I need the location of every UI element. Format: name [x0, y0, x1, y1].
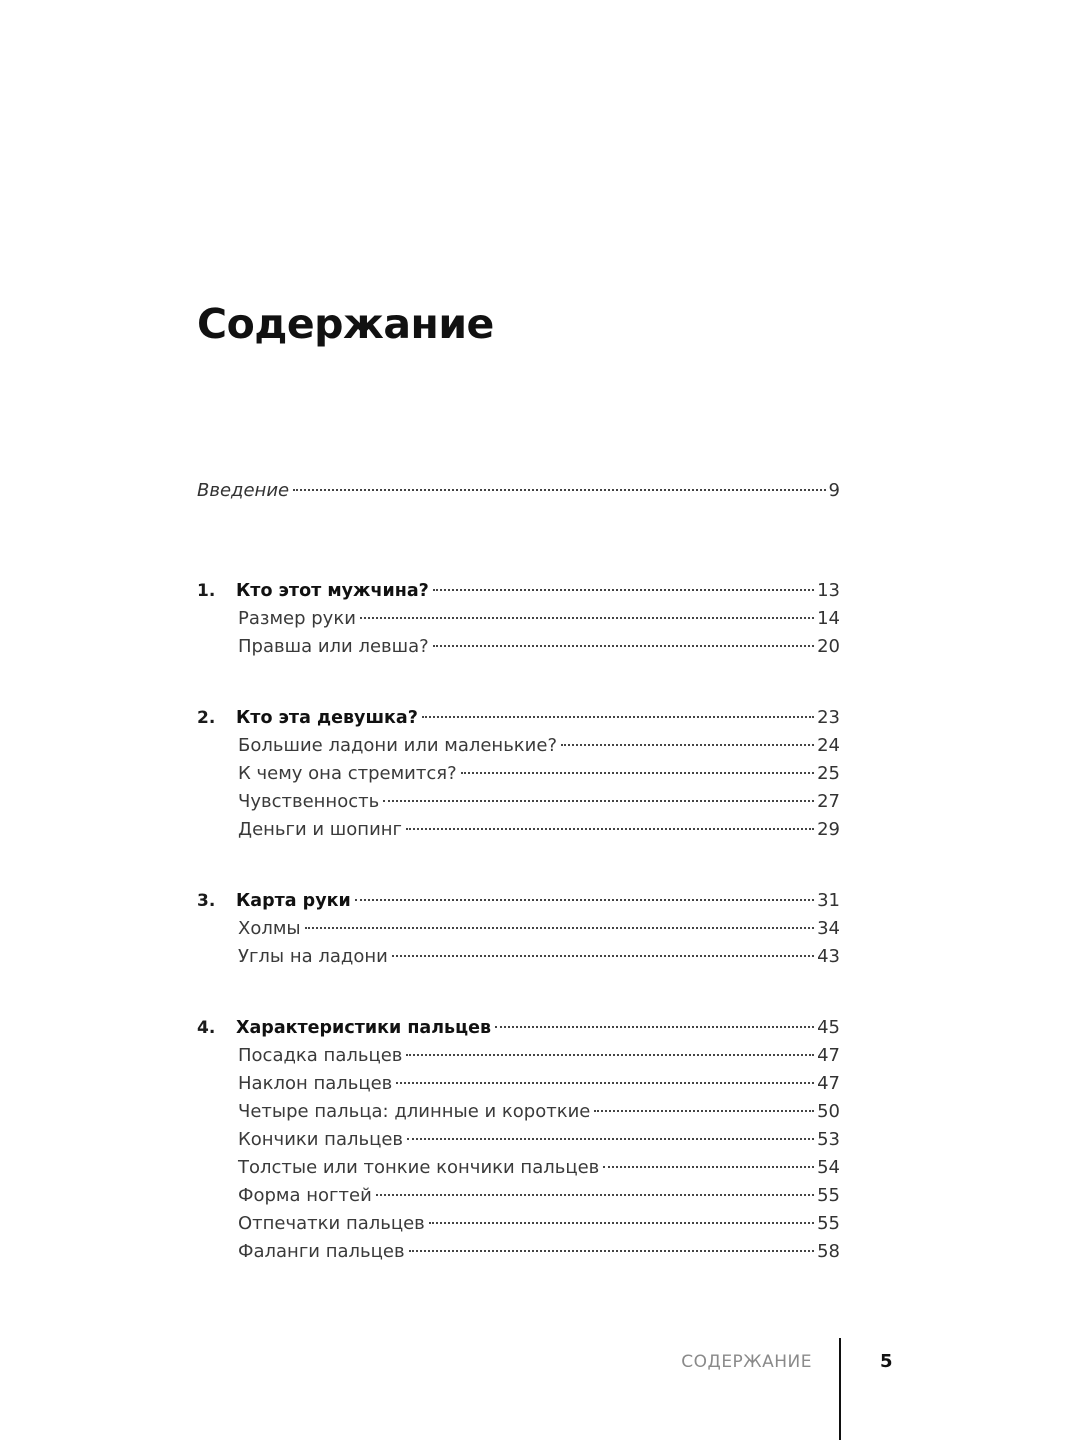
section-title: Кончики пальцев: [238, 1129, 404, 1150]
toc-section[interactable]: [238, 605, 840, 633]
chapter-number: 3.: [197, 891, 216, 911]
dot-leader: [594, 1110, 814, 1112]
toc-entry-title: Введение: [197, 480, 290, 501]
chapter-title: Кто эта девушка?: [236, 708, 418, 728]
section-page: 47: [817, 1045, 840, 1066]
section-title: Посадка пальцев: [238, 1045, 403, 1066]
chapter-title: Характеристики пальцев: [236, 1018, 492, 1038]
toc-section[interactable]: [238, 1042, 840, 1070]
page-number: 5: [880, 1351, 893, 1372]
chapter-page: 13: [817, 580, 840, 601]
toc-section[interactable]: [238, 816, 840, 844]
dot-leader: [407, 1138, 814, 1140]
dot-leader: [495, 1026, 814, 1028]
dot-leader: [383, 800, 814, 802]
toc-entry-intro[interactable]: [197, 477, 840, 505]
section-page: 14: [817, 608, 840, 629]
section-title: Форма ногтей: [238, 1185, 372, 1206]
section-page: 27: [817, 791, 840, 812]
toc-chapter-1[interactable]: [197, 577, 840, 605]
section-title: Углы на ладони: [238, 946, 388, 967]
section-page: 29: [817, 819, 840, 840]
toc-section[interactable]: [238, 788, 840, 816]
chapter-number: 4.: [197, 1018, 216, 1038]
toc-section[interactable]: [238, 1238, 840, 1266]
dot-leader: [433, 645, 814, 647]
section-page: 34: [817, 918, 840, 939]
chapter-number: 2.: [197, 708, 216, 728]
toc-section[interactable]: [238, 1182, 840, 1210]
dot-leader: [305, 927, 814, 929]
section-page: 43: [817, 946, 840, 967]
toc-chapter-4[interactable]: [197, 1014, 840, 1042]
section-page: 47: [817, 1073, 840, 1094]
dot-leader: [355, 899, 814, 901]
dot-leader: [293, 489, 825, 491]
section-title: Чувственность: [238, 791, 380, 812]
section-page: 20: [817, 636, 840, 657]
dot-leader: [376, 1194, 814, 1196]
dot-leader: [406, 1054, 814, 1056]
section-title: Отпечатки пальцев: [238, 1213, 425, 1234]
running-head: СОДЕРЖАНИЕ: [681, 1352, 812, 1372]
section-title: Правша или левша?: [238, 636, 429, 657]
toc-section[interactable]: [238, 915, 840, 943]
toc-section[interactable]: [238, 1070, 840, 1098]
section-page: 55: [817, 1185, 840, 1206]
dot-leader: [360, 617, 814, 619]
section-title: Наклон пальцев: [238, 1073, 393, 1094]
footer-divider: [839, 1338, 841, 1440]
dot-leader: [396, 1082, 814, 1084]
chapter-title: Карта руки: [236, 891, 351, 911]
chapter-page: 31: [817, 890, 840, 911]
dot-leader: [603, 1166, 814, 1168]
dot-leader: [561, 744, 814, 746]
toc-chapter-2[interactable]: [197, 704, 840, 732]
toc-section[interactable]: [238, 633, 840, 661]
chapter-page: 23: [817, 707, 840, 728]
toc-section[interactable]: [238, 732, 840, 760]
toc-section[interactable]: [238, 1154, 840, 1182]
section-page: 58: [817, 1241, 840, 1262]
section-title: Холмы: [238, 918, 301, 939]
chapter-title: Кто этот мужчина?: [236, 581, 429, 601]
section-title: Размер руки: [238, 608, 356, 629]
section-page: 55: [817, 1213, 840, 1234]
section-title: К чему она стремится?: [238, 763, 457, 784]
section-title: Фаланги пальцев: [238, 1241, 405, 1262]
section-page: 53: [817, 1129, 840, 1150]
dot-leader: [461, 772, 814, 774]
toc-section[interactable]: [238, 1098, 840, 1126]
dot-leader: [392, 955, 814, 957]
section-page: 50: [817, 1101, 840, 1122]
chapter-number: 1.: [197, 581, 216, 601]
toc-section[interactable]: [238, 943, 840, 971]
section-title: Толстые или тонкие кончики пальцев: [238, 1157, 600, 1178]
section-page: 25: [817, 763, 840, 784]
page-title: Содержание: [197, 300, 494, 348]
toc-section[interactable]: [238, 760, 840, 788]
chapter-page: 45: [817, 1017, 840, 1038]
section-page: 54: [817, 1157, 840, 1178]
section-title: Деньги и шопинг: [238, 819, 402, 840]
section-title: Большие ладони или маленькие?: [238, 735, 558, 756]
dot-leader: [406, 828, 814, 830]
toc-chapter-3[interactable]: [197, 887, 840, 915]
dot-leader: [422, 716, 814, 718]
toc-section[interactable]: [238, 1126, 840, 1154]
dot-leader: [433, 589, 814, 591]
dot-leader: [409, 1250, 815, 1252]
toc-section[interactable]: [238, 1210, 840, 1238]
section-title: Четыре пальца: длинные и короткие: [238, 1101, 591, 1122]
section-page: 24: [817, 735, 840, 756]
toc-entry-page: 9: [828, 480, 840, 501]
dot-leader: [429, 1222, 814, 1224]
